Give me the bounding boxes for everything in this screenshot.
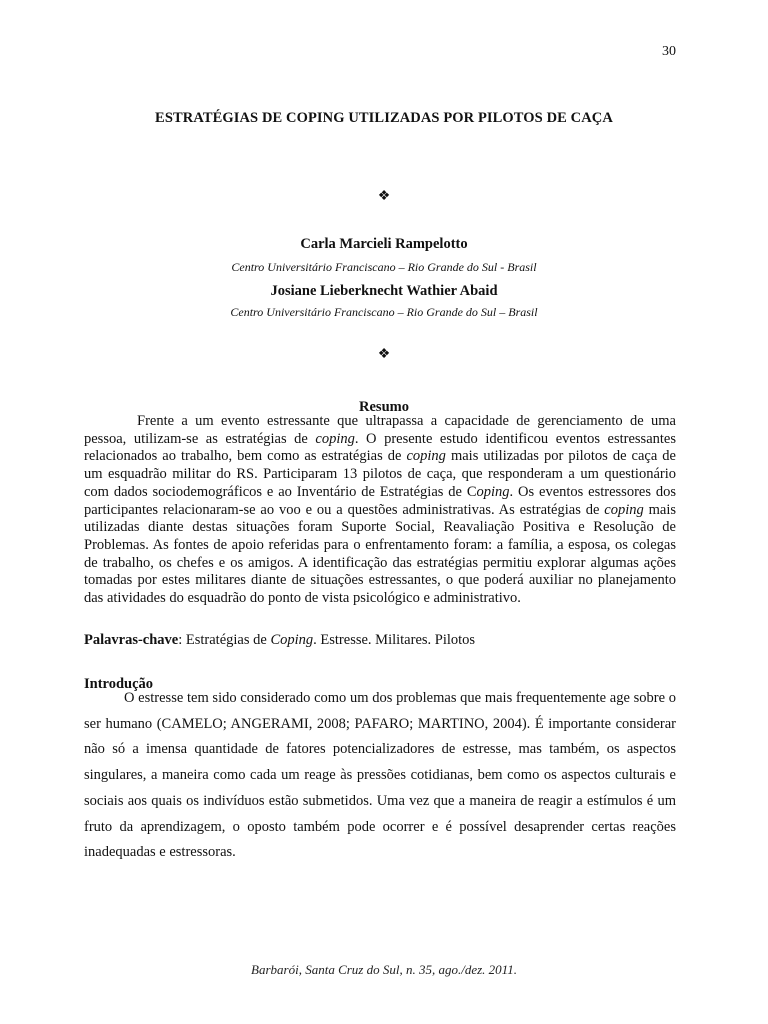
- author-name: Carla Marcieli Rampelotto: [300, 236, 468, 252]
- abstract-text-segment: Frente a um evento estressante que ultrapassa a capacidade de gerenciamento de uma pessoa, utilizam-se as estratégias de: [84, 413, 676, 447]
- keywords-text: . Estresse. Militares. Pilotos: [313, 632, 476, 648]
- abstract-text-segment: mais utilizadas diante destas situações foram Suporte Social, Reavaliação Positiva e Resolução de Problemas. As fontes de apoio referidas para o enfrentamento foram: a família, a esposa, os colegas de trabalho, os chefes e os amigos. A identificação das estratégias permitiu explorar algumas ações tomadas por estes militares diante de situações estressantes, o que poderá auxiliar no planejamento das atividades do esquadrão do ponto de vista psicológico e administrativo.: [84, 501, 677, 607]
- abstract-emphasis: oping: [476, 483, 510, 500]
- paper-title: ESTRATÉGIAS DE COPING UTILIZADAS POR PILOTOS DE CAÇA: [155, 110, 613, 126]
- abstract-emphasis: coping: [406, 448, 446, 465]
- separator-diamond-icon: ❖: [377, 189, 391, 204]
- keywords-label: Palavras-chave: [84, 632, 179, 648]
- keywords: [84, 632, 684, 649]
- keywords-text: : Estratégias de: [178, 632, 271, 648]
- author-affiliation: Centro Universitário Franciscano – Rio Grande do Sul – Brasil: [230, 305, 538, 319]
- abstract-emphasis: coping: [315, 430, 355, 447]
- abstract-emphasis: coping: [604, 501, 644, 518]
- abstract-text-segment: mais utilizadas por pilotos de caça de um esquadrão militar do RS. Participaram 13 pilotos de caça, que responderam a um questionário com dados sociodemográficos e ao Inventário de Estratégias de C: [84, 448, 676, 500]
- separator-diamond-icon: ❖: [377, 347, 391, 362]
- abstract-text-segment: . O presente estudo identificou eventos estressantes relacionados ao trabalho, bem como as estratégias de: [84, 430, 676, 465]
- introduction-heading: Introdução: [84, 676, 154, 692]
- introduction-text: O estresse tem sido considerado como um dos problemas que mais frequentemente age sobre o ser humano (CAMELO; ANGERAMI, 2008; PAFARO; MARTINO, 2004). É importante considerar não só a imensa quantidade de fatores potencializadores de estresse, mas também, os aspectos singulares, a maneira como cada um reage às pressões cotidianas, bem como os aspectos culturais e sociais aos quais os indivíduos estão submetidos. Uma vez que a maneira de reagir a estímulos é um fruto da aprendizagem, o oposto também pode ocorrer e é possível desaprender certas reações inadequadas e estressoras.: [84, 690, 676, 861]
- abstract-text-segment: . Os eventos estressores dos participantes relacionaram-se ao voo e ou a questões administrativas. As estratégias de: [84, 483, 676, 518]
- page-number: 30: [662, 44, 676, 59]
- journal-footer: Barbarói, Santa Cruz do Sul, n. 35, ago./dez. 2011.: [251, 962, 517, 977]
- keywords-emphasis: Coping: [270, 632, 314, 648]
- abstract-text: [84, 413, 676, 608]
- abstract-heading: Resumo: [359, 399, 409, 415]
- author-affiliation: Centro Universitário Franciscano – Rio Grande do Sul - Brasil: [231, 260, 537, 274]
- author-name: Josiane Lieberknecht Wathier Abaid: [270, 283, 498, 299]
